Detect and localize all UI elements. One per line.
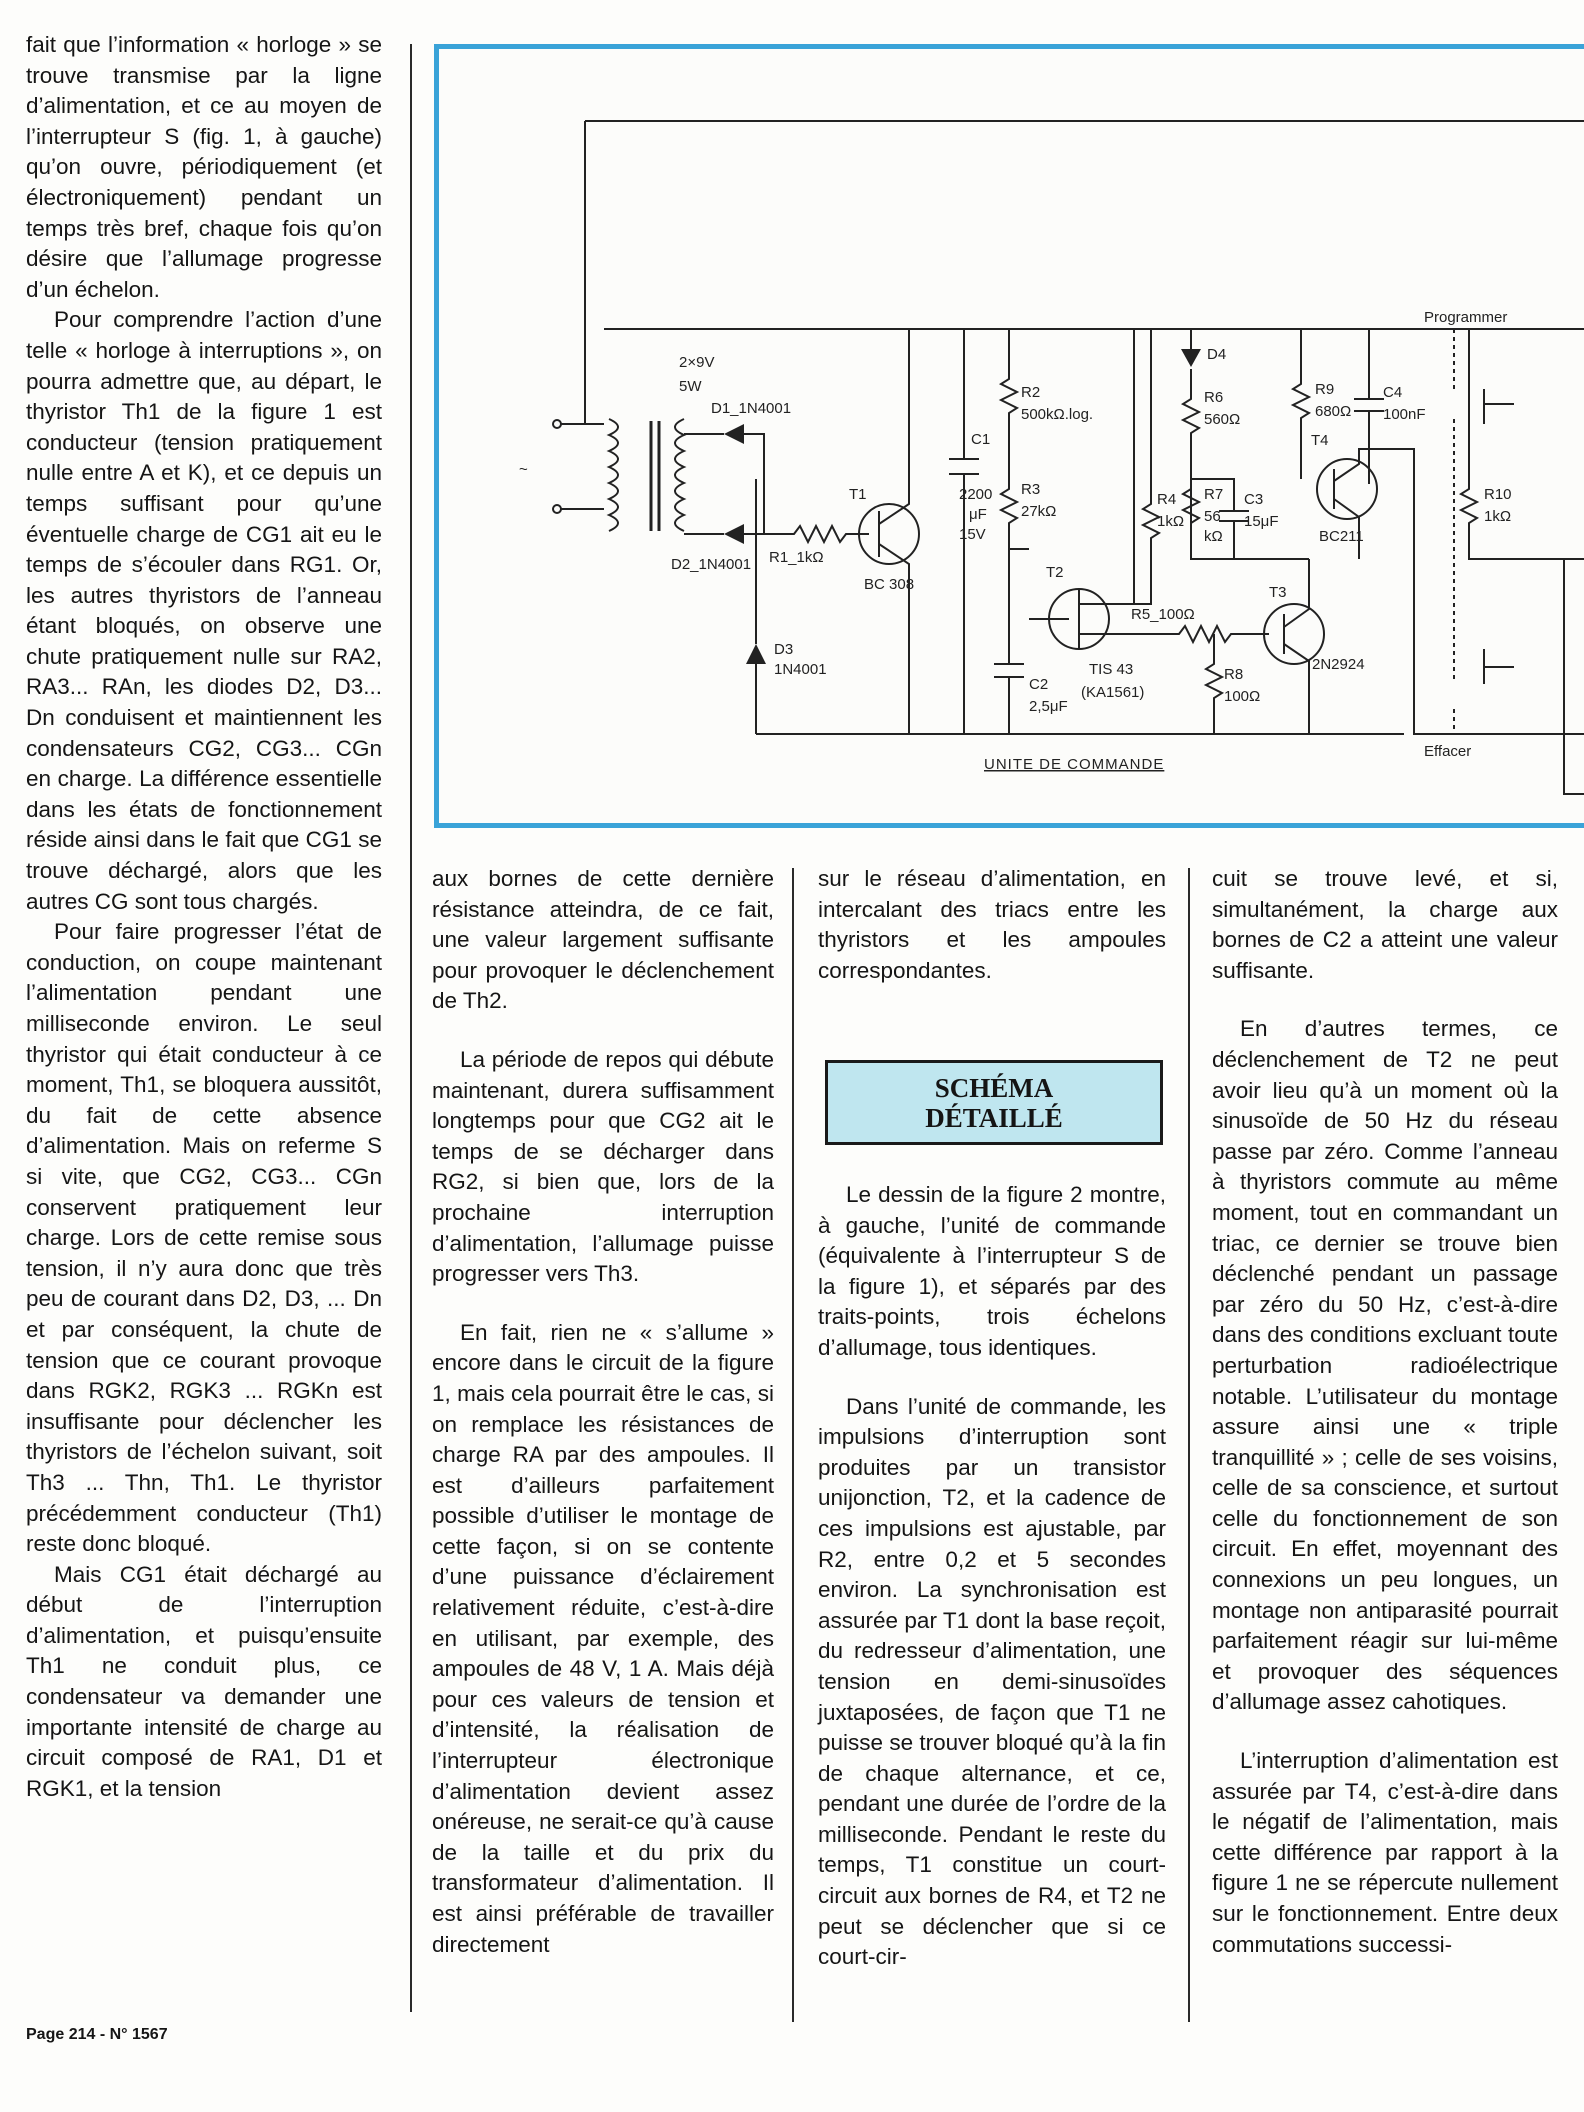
- column-divider: [1188, 868, 1190, 2022]
- ac-terminal: [553, 505, 561, 513]
- wire: [744, 434, 764, 534]
- label-r10-value: 1kΩ: [1484, 508, 1512, 525]
- transformer-core: [651, 421, 659, 531]
- wire-ac: [561, 424, 604, 509]
- resistor-r4: [1134, 329, 1159, 604]
- paragraph: Pour faire progresser l’état de conduction, on coupe maintenant l’alimentation pendant une milliseconde environ. Le seul thyristor qui était conducteur à ce moment, Th1, se bloquera aussitôt, du fait de cette absence d’alimentation. Mais on referme S si vite, que CG2, CG3... CGn conservent pratiquement leur charge. Lors de cette remise sous tension, il n’y aura donc que très peu de courant dans D2, D3, ... Dn et par conséquent, la chute de tension que ce courant provoque dans RGK2, RGK3 ... RGKn est insuffisante pour déclencher les thyristors de l’échelon suivant, soit Th3 ... Thn, Th1. Le thyristor précédemment conducteur (Th1) reste donc bloqué.: [26, 919, 382, 1557]
- label-c1-unit: μF: [969, 506, 987, 523]
- ac-terminal: [553, 420, 561, 428]
- resistor-r8: [1206, 634, 1222, 734]
- label-d1: D1_1N4001: [711, 400, 792, 417]
- label-c4: C4: [1383, 384, 1403, 401]
- label-c2-value: 2,5μF: [1029, 698, 1068, 715]
- label-r2-value: 500kΩ.log.: [1021, 406, 1094, 423]
- transistor-t3: [1264, 604, 1324, 664]
- column-divider: [792, 868, 794, 2022]
- schematic-figure: [434, 44, 1584, 828]
- column-divider: [410, 44, 412, 2012]
- label-r10: R10: [1484, 486, 1512, 503]
- transformer-power: 5W: [679, 378, 702, 395]
- paragraph: cuit se trouve levé, et si, simultanément, la charge aux bornes de C2 a atteint une valeur suffisante.: [1212, 866, 1558, 983]
- label-t2: T2: [1046, 564, 1064, 581]
- transistor-t4: [1317, 459, 1377, 519]
- resistor-r1: [764, 526, 869, 542]
- t2-legs: [1029, 329, 1139, 649]
- schematic-drawing: [439, 49, 1584, 823]
- label-r7-unit: kΩ: [1204, 528, 1223, 545]
- label-r4: R4: [1157, 491, 1177, 508]
- label-d3-type: 1N4001: [774, 661, 827, 678]
- paragraph: Pour comprendre l’action d’une telle « horloge à interruptions », on pourra admettre que, au départ, le thyristor Th1 de la figure 1 est conducteur (tension pratiquement nulle entre A et K), et ce depuis un temps suffisant pour qu’une éventuelle charge de CG1 ait eu le temps de s’écouler dans RG1. Or, les autres thyristors de l’anneau étant bloqués, on observe une chute pratiquement nulle sur RA2, RA3... RAn, les diodes D2, D3... Dn conduisent et maintiennent les condensateurs CG2, CG3... CGn en charge. La différence essentielle dans les états de fonctionnement réside ainsi dans le fait que CG1 se trouve déchargé, alors que les autres CG sont tous chargés.: [26, 307, 382, 914]
- label-r6-value: 560Ω: [1204, 411, 1241, 428]
- transformer-secondary: [675, 419, 684, 531]
- label-c3: C3: [1244, 491, 1264, 508]
- page-footer: Page 214 - N° 1567: [26, 2026, 168, 2043]
- label-t2-alt: (KA1561): [1081, 684, 1145, 701]
- section-heading: DÉTAILLÉ: [925, 1103, 1063, 1133]
- label-r8: R8: [1224, 666, 1244, 683]
- label-r9: R9: [1315, 381, 1335, 398]
- paragraph: En fait, rien ne « s’allume » encore dans le circuit de la figure 1, mais cela pourrait être le cas, si on remplace les résistances de charge RA par des ampoules. Il est d’ailleurs parfaitement possible d’utiliser le montage de cette façon, si on se contente d’une puissance d’éclairement relativement réduite, c’est-à-dire en utilisant, par exemple, des ampoules de 48 V, 1 A. Mais déjà pour ces valeurs de tension et d’intensité, la réalisation de l’interrupteur électronique d’alimentation devient assez onéreuse, ne serait-ce qu’à cause de la taille et du prix du transformateur d’alimentation. Il est ainsi préférable de travailler directement: [432, 1319, 774, 1957]
- label-programmer: Programmer: [1424, 309, 1508, 326]
- label-c3-value: 15μF: [1244, 513, 1279, 530]
- label-c2: C2: [1029, 676, 1049, 693]
- label-r4-value: 1kΩ: [1157, 513, 1185, 530]
- section-heading-box: [825, 1060, 1163, 1145]
- paragraph: sur le réseau d’alimentation, en intercalant des triacs entre les thyristors et les ampoules correspondantes.: [818, 866, 1166, 983]
- text-column-2: [432, 864, 774, 1960]
- transformer-label: 2×9V: [679, 354, 715, 371]
- diode-d2: [724, 524, 744, 544]
- transformer-primary: [609, 419, 618, 531]
- capacitor-c2: [994, 549, 1024, 734]
- label-r8-value: 100Ω: [1224, 688, 1261, 705]
- diode-d4: [1181, 349, 1201, 367]
- label-t4-type: BC211: [1319, 528, 1364, 545]
- paragraph: Le dessin de la figure 2 montre, à gauche, l’unité de commande (équivalente à l’interrupteur S de la figure 1), et séparés par des traits-points, trois échelons d’allumage, tous identiques.: [818, 1182, 1166, 1360]
- label-c1-voltage: 15V: [959, 526, 986, 543]
- label-d4: D4: [1207, 346, 1227, 363]
- label-t4: T4: [1311, 432, 1329, 449]
- label-t3-type: 2N2924: [1312, 656, 1365, 673]
- pushbuttons: [1484, 389, 1514, 684]
- label-effacer: Effacer: [1424, 743, 1472, 760]
- text-column-3: [818, 864, 1166, 986]
- label-r1: R1_1kΩ: [769, 549, 824, 566]
- label-r9-value: 680Ω: [1315, 403, 1352, 420]
- label-r2: R2: [1021, 384, 1041, 401]
- label-r6: R6: [1204, 389, 1224, 406]
- t3-legs: [1284, 559, 1309, 734]
- paragraph: En d’autres termes, ce déclenchement de T2 ne peut avoir lieu qu’à un moment où la sinusoïde de 50 Hz du réseau passe par zéro. Comme l’anneau à thyristors commute au même moment, tout en commandant un triac, ce dernier se trouve bien déclenché pendant un passage par zéro du 50 Hz, c’est-à-dire dans des conditions excluant toute perturbation radioélectrique notable. L’utilisateur du montage assure ainsi une « triple tranquillité » ; celle de ses voisins, celle de sa conscience, et surtout celle du fonctionnement de son circuit. En effet, moyennant des connexions un peu longues, un montage non antiparasité pourrait parfaitement réagir sur lui-même et provoquer des séquences d’allumage assez cahotiques.: [1212, 1016, 1558, 1715]
- resistor-r10: [1461, 329, 1584, 559]
- paragraph: Mais CG1 était déchargé au début de l’interruption d’alimentation, et puisqu’ensuite Th1 ne conduit plus, ce condensateur va demander une importante intensité de charge au circuit composé de RA1, D1 et RGK1, et la tension: [26, 1561, 382, 1801]
- paragraph: fait que l’information « horloge » se trouve transmise par la ligne d’alimentation, et ce au moyen de l’interrupteur S (fig. 1, à gauche) qu’on ouvre, périodiquement (et électroniquement) pendant un temps très bref, chaque fois qu’on désire que l’allumage progresse d’un échelon.: [26, 32, 382, 302]
- resistor-r5: [1139, 626, 1269, 642]
- label-t3: T3: [1269, 584, 1287, 601]
- label-r7-value: 56: [1204, 508, 1221, 525]
- label-r3: R3: [1021, 481, 1041, 498]
- label-d2: D2_1N4001: [671, 556, 752, 573]
- label-d3: D3: [774, 641, 794, 658]
- t4-legs: [1334, 449, 1414, 584]
- paragraph: aux bornes de cette dernière résistance atteindra, de ce fait, une valeur largement suffisante pour provoquer le déclenchement de Th2.: [432, 866, 774, 1014]
- text-column-4: [1212, 864, 1558, 1960]
- label-c1: C1: [971, 431, 991, 448]
- text-column-1: [26, 30, 382, 1804]
- schematic-caption: UNITE DE COMMANDE: [984, 756, 1165, 773]
- text-column-3-body: [818, 1180, 1166, 1973]
- label-t2-type: TIS 43: [1089, 661, 1134, 678]
- diode-d3: [746, 644, 766, 664]
- paragraph: La période de repos qui débute maintenant, durera suffisamment longtemps pour que CG2 ait le temps de se décharger dans RG2, si bien que, lors de la prochaine interruption d’alimentation, l’allumage puisse progresser vers Th3.: [432, 1046, 774, 1287]
- label-c1-value: 2200: [959, 486, 993, 503]
- paragraph: Dans l’unité de commande, les impulsions d’interruption sont produites par un transistor unijonction, T2, et la cadence de ces impulsions est ajustable, par R2, entre 0,2 et 5 secondes environ. La synchronisation est assurée par T1 dont la base reçoit, du redresseur d’alimentation, une tension en demi-sinusoïdes juxtaposées, de façon que T1 ne puisse se trouver bloqué qu’à la fin de chaque alternance, et ce, pendant une durée de l’ordre de la milliseconde. Pendant le reste du temps, T1 constitue un court-circuit aux bornes de R4, et T2 ne peut se déclencher que si ce court-cir-: [818, 1393, 1166, 1970]
- label-t1: T1: [849, 486, 867, 503]
- label-r7: R7: [1204, 486, 1224, 503]
- t1-legs: [879, 329, 909, 734]
- diode-d1: [724, 424, 744, 444]
- label-r3-value: 27kΩ: [1021, 503, 1057, 520]
- resistor-r9: [1293, 329, 1309, 479]
- section-heading: SCHÉMA: [934, 1073, 1054, 1103]
- paragraph: L’interruption d’alimentation est assurée par T4, c’est-à-dire dans le négatif de l’alimentation, mais cette différence par rapport à la figure 1 ne se répercute nullement sur le fonctionnement. Entre deux commutations successi-: [1212, 1748, 1558, 1957]
- label-r5: R5_100Ω: [1131, 606, 1195, 623]
- label-c4-value: 100nF: [1383, 406, 1426, 423]
- wire: [684, 434, 724, 534]
- label-t1-type: BC 308: [864, 576, 915, 593]
- ac-label: ~: [519, 461, 528, 478]
